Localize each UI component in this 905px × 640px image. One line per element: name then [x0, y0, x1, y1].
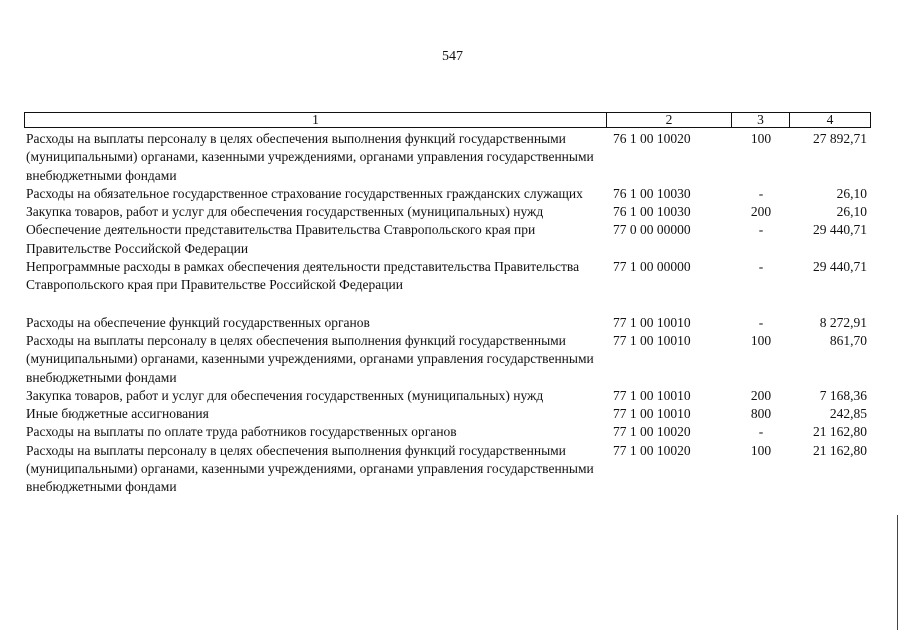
row-code: 76 1 00 10030 — [613, 185, 691, 201]
row-amount: 29 440,71 — [813, 259, 867, 275]
row-vr: - — [758, 222, 764, 238]
table-row — [26, 387, 871, 405]
row-code: 77 1 00 10020 — [613, 424, 691, 440]
table-row — [26, 130, 871, 185]
row-vr: - — [758, 314, 764, 330]
row-amount: 27 892,71 — [813, 131, 867, 146]
table-row — [26, 314, 871, 332]
row-amount: 242,85 — [829, 406, 867, 422]
row-code: 77 1 00 00000 — [613, 259, 691, 275]
table-row — [26, 185, 871, 203]
table-row — [26, 405, 871, 423]
table-row — [26, 203, 871, 221]
row-vr: - — [758, 259, 764, 275]
row-amount: 26,10 — [836, 204, 867, 220]
row-code: 77 1 00 10010 — [613, 314, 691, 330]
row-vr: - — [758, 185, 764, 201]
row-name: Непрограммные расходы в рамках обеспечения деятельности представительства Правительства Ставропольского края при Правительстве Российской Федерации — [26, 259, 580, 293]
header-col-4: 4 — [789, 113, 870, 127]
row-amount: 7 168,36 — [819, 387, 867, 403]
table-row — [26, 423, 871, 441]
row-code: 77 1 00 10010 — [613, 406, 691, 422]
table-row — [26, 221, 871, 258]
row-amount: 21 162,80 — [813, 424, 867, 440]
row-name: Закупка товаров, работ и услуг для обеспечения государственных (муниципальных) нужд — [26, 387, 544, 403]
header-col-2: 2 — [606, 113, 731, 127]
row-vr: 100 — [750, 442, 772, 458]
table-header — [24, 112, 871, 128]
header-col-1: 1 — [312, 112, 319, 127]
row-code: 76 1 00 10020 — [613, 131, 691, 146]
row-name: Расходы на выплаты персоналу в целях обеспечения выполнения функций государственными (муниципальными) органами, казенными учреждениями, органами управления государственными внебюджетными фондами — [26, 332, 594, 385]
row-code: 77 0 00 00000 — [613, 222, 691, 238]
row-amount: 29 440,71 — [813, 222, 867, 238]
row-name: Расходы на обязательное государственное страхование государственных гражданских служащих — [26, 185, 583, 201]
row-amount: 8 272,91 — [819, 314, 867, 330]
row-name: Иные бюджетные ассигнования — [26, 406, 209, 422]
row-code: 77 1 00 10010 — [613, 387, 691, 403]
row-vr: 800 — [750, 406, 772, 422]
table-body — [26, 130, 871, 497]
row-name: Расходы на обеспечение функций государственных органов — [26, 314, 370, 330]
row-name: Расходы на выплаты персоналу в целях обеспечения выполнения функций государственными (муниципальными) органами, казенными учреждениями, органами управления государственными внебюджетными фондами — [26, 442, 594, 495]
row-vr: - — [758, 424, 764, 440]
page-edge-line — [897, 515, 898, 630]
row-name: Закупка товаров, работ и услуг для обеспечения государственных (муниципальных) нужд — [26, 204, 544, 220]
row-name: Обеспечение деятельности представительства Правительства Ставропольского края при Правительстве Российской Федерации — [26, 222, 536, 256]
row-vr: 100 — [750, 332, 772, 348]
row-code: 77 1 00 10010 — [613, 332, 691, 348]
row-code: 76 1 00 10030 — [613, 204, 691, 220]
row-vr: 200 — [750, 387, 772, 403]
row-code: 77 1 00 10020 — [613, 442, 691, 458]
page-number: 547 — [442, 49, 463, 64]
row-vr: 200 — [750, 204, 772, 220]
table-row — [26, 332, 871, 387]
table-row — [26, 258, 871, 295]
row-amount: 26,10 — [836, 185, 867, 201]
row-name: Расходы на выплаты персоналу в целях обеспечения выполнения функций государственными (муниципальными) органами, казенными учреждениями, органами управления государственными внебюджетными фондами — [26, 131, 594, 183]
row-amount: 21 162,80 — [813, 442, 867, 458]
row-name: Расходы на выплаты по оплате труда работников государственных органов — [26, 424, 457, 440]
row-amount: 861,70 — [829, 332, 867, 348]
row-vr: 100 — [750, 131, 772, 146]
table-row — [26, 442, 871, 497]
header-col-3: 3 — [731, 113, 789, 127]
